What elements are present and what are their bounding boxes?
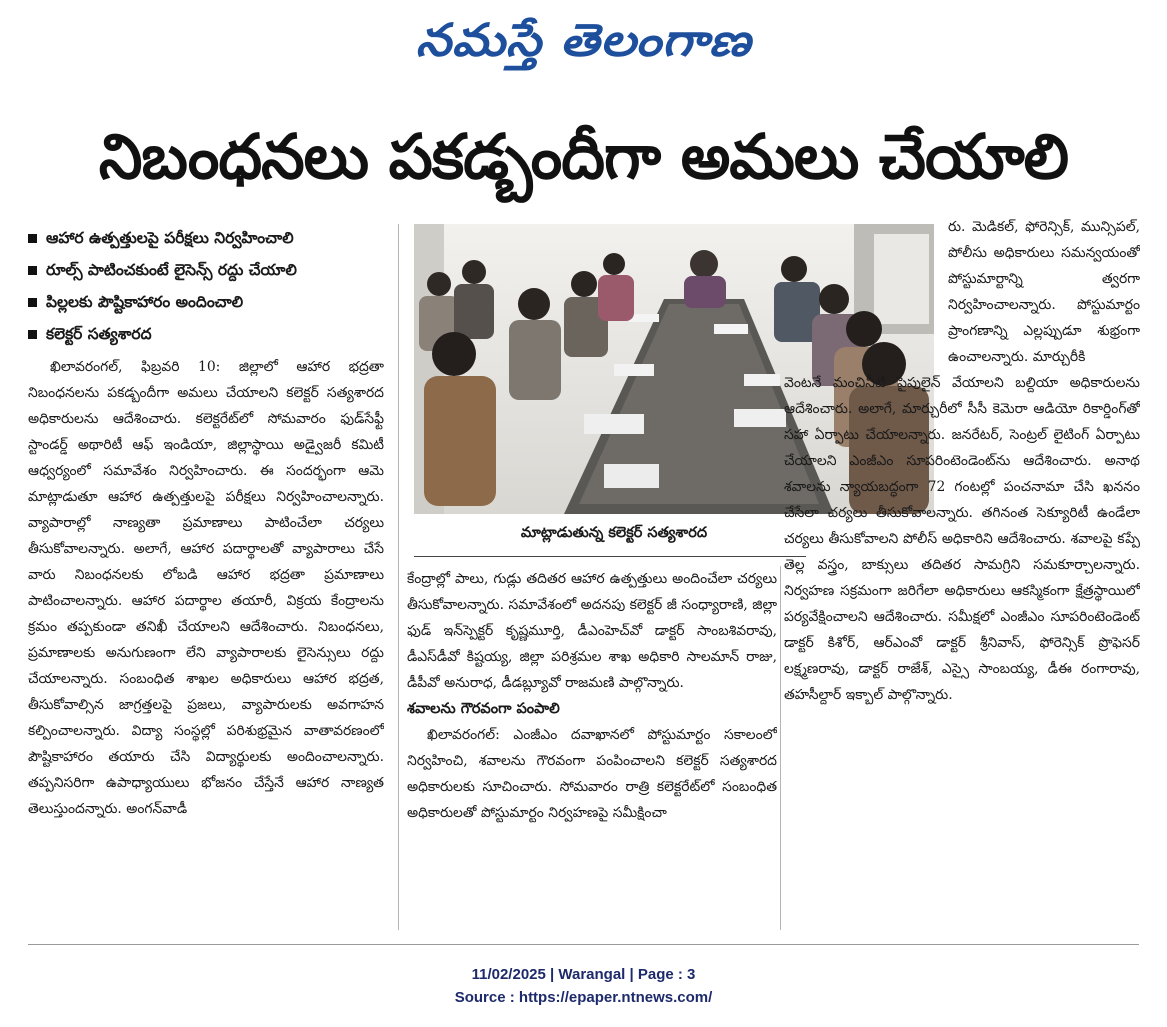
bullet-item: రూల్స్ పాటించకుంటే లైసెన్స్ రద్దు చేయాలి [28, 254, 384, 286]
footer-divider [28, 944, 1139, 945]
column-divider [398, 224, 399, 930]
article-paragraph: ఖిలావరంగల్, ఫిబ్రవరి 10: జిల్లాలో ఆహార భద్రతా నిబంధనలను పకడ్బందీగా అమలు చేయాలని కలెక్టర్ సత్యశారద అధికారులను ఆదేశించారు. కలెక్టరేట్‌లో సోమవారం ఫుడ్‌సేఫ్టీ స్టాండర్డ్ అథారిటీ ఆఫ్ ఇండియా, జిల్లాస్థాయి అడ్వైజరీ కమిటీ ఆధ్వర్యంలో సమావేశం నిర్వహించారు. ఈ సందర్భంగా ఆమె మాట్లాడుతూ ఆహార ఉత్పత్తులపై పరీక్షలు నిర్వహించాలన్నారు. వ్యాపారాల్లో నాణ్యతా ప్రమాణాలు పాటించేలా చర్యలు తీసుకోవాలన్నారు. అలాగే, ఆహార పదార్థాలతో వ్యాపారాలు చేసే వారు నిబంధనలకు లోబడి ఆహార భద్రతా ప్రమాణాలు పాటించాలన్నారు. ఆహార పదార్థాల తయారీ, విక్రయ కేంద్రాలను క్రమం తప్పకుండా తనిఖీ చేయాలని ఆదేశించారు. నిబంధనలు, ప్రమాణాలకు అనుగుణంగా లేని వ్యాపారాలకు లైసెన్సులు రద్దు చేయాలన్నారు. సంబంధిత శాఖల అధికారులు ఆహార భద్రత, తీసుకోవాల్సిన జాగ్రత్తలపై ప్రజలు, వ్యాపారులకు అవగాహన కల్పించాలన్నారు. విద్యా సంస్థల్లో పరిశుభ్రమైన వాతావరణంలో పౌష్టికాహారం తయారు చేసి విద్యార్థులకు అందించాలన్నారు. తప్పనిసరిగా ఉపాధ్యాయులు భోజనం చేస్తేనే ఆహార నాణ్యత తెలుస్తుందన్నారు. అంగన్‌వాడీ [28, 359, 384, 817]
bullet-item: ఆహార ఉత్పత్తులపై పరీక్షలు నిర్వహించాలి [28, 222, 384, 254]
article-headline [0, 102, 1167, 212]
article-paragraph: కేంద్రాల్లో పాలు, గుడ్లు తదితర ఆహార ఉత్పత్తులు అందించేలా చర్యలు తీసుకోవాలన్నారు. సమావేశంలో అదనపు కలెక్టర్ జీ సంధ్యారాణి, జిల్లా ఫుడ్ ఇన్‌స్పెక్టర్ కృష్ణమూర్తి, డీఎంహెచ్‌వో డాక్టర్ సాంబశివరావు, డీఎస్‌డీవో కిష్టయ్య, జిల్లా పరిశ్రమల శాఖ అధికారి సాలమాన్ రాజు, డీపీవో అనురాధ, డీడబ్ల్యూవో రాజమణి పాల్గొన్నారు. [407, 571, 777, 691]
bullet-item: పిల్లలకు పౌష్టికాహారం అందించాలి [28, 286, 384, 318]
article-column-left [28, 222, 384, 930]
article-subheading: శవాలను గౌరవంగా పంపాలి [407, 701, 560, 717]
article-column-middle [407, 566, 777, 930]
bullet-item: కలెక్టర్ సత్యశారద [28, 318, 384, 350]
headline-text: నిబంధనలు పకడ్బందీగా అమలు చేయాలి [98, 120, 1069, 193]
article-paragraph: వెంటనే మంచినీటి పైపులైన్ వేయాలని బల్దియా అధికారులను ఆదేశించారు. అలాగే, మార్చురీలో సీసీ కెమెరా ఆడియో రికార్డింగ్‌తో సహా ఏర్పాటు చేయాలన్నారు. జనరేటర్, సెంట్రల్ లైటింగ్ ఏర్పాటు చేయాలని ఎంజీఎం సూపరింటెండెంట్‌ను ఆదేశించారు. అనాథ శవాలను న్యాయబద్ధంగా 72 గంటల్లో పంచనామా చేసి ఖననం చేసేలా చర్యలు తీసుకోవాలన్నారు. తగినంత సెక్యూరిటీ ఉండేలా చర్యలు తీసుకోవాలని పోలీస్ అధికారిని ఆదేశించారు. శవాలపై కప్పే తెల్ల వస్త్రం, బాక్సులు తదితర సామగ్రిని సమకూర్చాలన్నారు. నిర్వహణ సక్రమంగా జరిగేలా అధికారులు ఆకస్మికంగా క్షేత్రస్థాయిలో పర్యవేక్షించాలని ఆదేశించారు. సమీక్షలో ఎంజీఎం సూపరింటెండెంట్ డాక్టర్ కిశోర్, ఆర్‌ఎంవో డాక్టర్ శ్రీనివాస్, ఫోరెన్సిక్ ప్రొఫెసర్ లక్ష్మణరావు, డాక్టర్ రాజేశ్, ఎస్సై సాంబయ్య, డీఈ రంగారావు, తహసీల్దార్ ఇక్బాల్ పాల్గొన్నారు. [784, 375, 1140, 703]
article-paragraph: ఖిలావరంగల్: ఎంజీఎం దవాఖానలో పోస్టుమార్టం సకాలంలో నిర్వహించి, శవాలను గౌరవంగా పంపించాలని కలెక్టర్ సత్యశారద అధికారులకు సూచించారు. సోమవారం రాత్రి కలెక్టరేట్‌లో సంబంధిత అధికారులతో పోస్టుమార్టం నిర్వహణపై సమీక్షించా [407, 727, 777, 821]
highlight-bullets [28, 222, 384, 350]
caption-underline [414, 556, 806, 557]
column-divider [780, 566, 781, 930]
footer-date-edition-page: 11/02/2025 | Warangal | Page : 3 [471, 966, 696, 983]
footer-source: Source : https://epaper.ntnews.com/ [454, 989, 713, 1006]
photo-caption: మాట్లాడుతున్న కలెక్టర్ సత్యశారద [520, 525, 708, 541]
article-column-right [784, 214, 1140, 930]
masthead-title: నమస్తే తెలంగాణ [415, 13, 752, 67]
newspaper-masthead [0, 4, 1167, 76]
article-paragraph: రు. మెడికల్, ఫోరెన్సిక్, మున్సిపల్, పోలీసు అధికారులు సమన్వయంతో పోస్టుమార్టాన్ని త్వరగా నిర్వహించాలన్నారు. పోస్టుమార్టం ప్రాంగణాన్ని ఎల్లప్పుడూ శుభ్రంగా ఉంచాలన్నారు. మార్చురీకి [948, 219, 1140, 365]
